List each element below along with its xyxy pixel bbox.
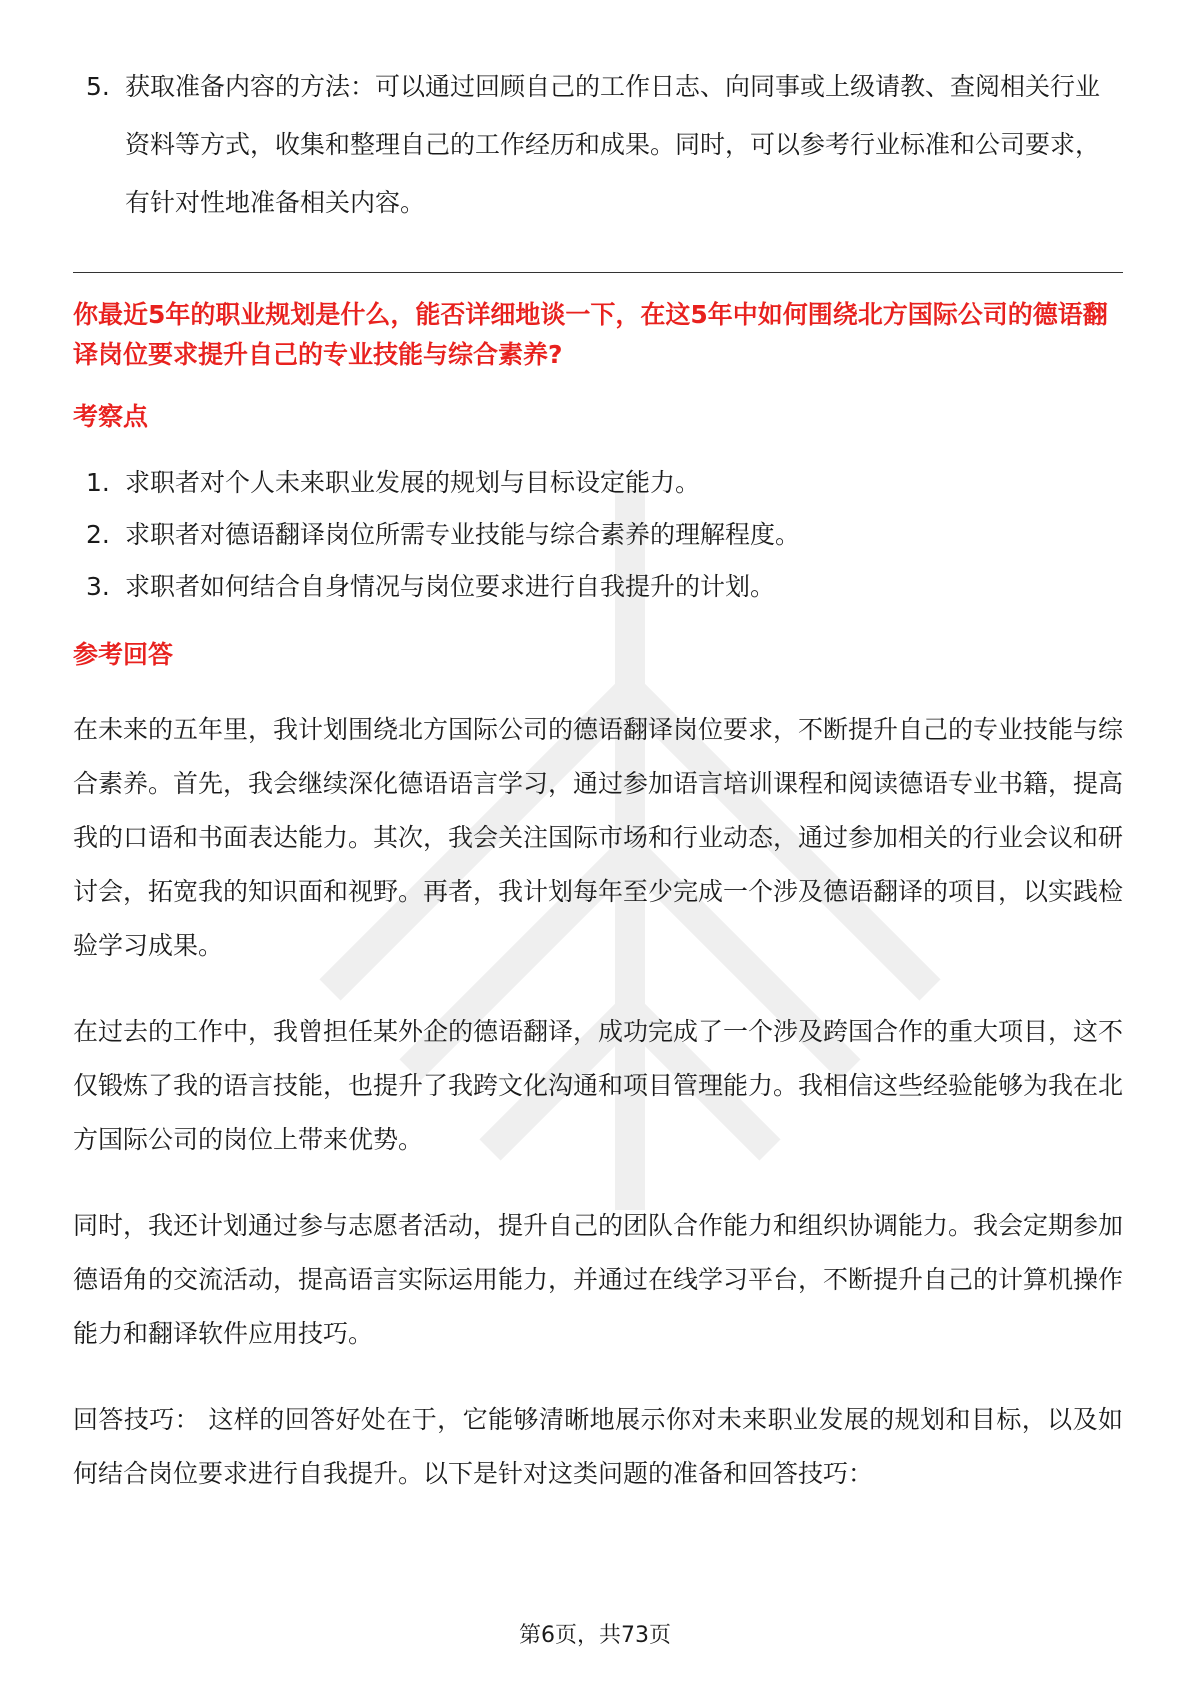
list-item xyxy=(73,457,1123,509)
list-text: 获取准备内容的方法：可以通过回顾自己的工作日志、向同事或上级请教、查阅相关行业资料等方式，收集和整理自己的工作经历和成果。同时，可以参考行业标准和公司要求，有针对性地准备相关内容。 xyxy=(125,72,1101,217)
list-number: 1. xyxy=(86,468,110,497)
tips-paragraph: 回答技巧： 这样的回答好处在于，它能够清晰地展示你对未来职业发展的规划和目标，以及如何结合岗位要求进行自我提升。以下是针对这类问题的准备和回答技巧： xyxy=(73,1405,1123,1488)
page-number-footer: 第6页，共73页 xyxy=(519,1623,671,1648)
answer-paragraph: 在未来的五年里，我计划围绕北方国际公司的德语翻译岗位要求，不断提升自己的专业技能与综合素养。首先，我会继续深化德语语言学习，通过参加语言培训课程和阅读德语专业书籍，提高我的口语和书面表达能力。其次，我会关注国际市场和行业动态，通过参加相关的行业会议和研讨会，拓宽我的知识面和视野。再者，我计划每年至少完成一个涉及德语翻译的项目，以实践检验学习成果。 xyxy=(73,715,1124,960)
list-item xyxy=(73,509,1123,561)
list-item xyxy=(73,561,1123,613)
criteria-list xyxy=(73,457,1123,613)
list-text: 求职者如何结合自身情况与岗位要求进行自我提升的计划。 xyxy=(125,572,776,601)
list-number: 3. xyxy=(86,572,110,601)
top-list xyxy=(73,58,1123,232)
list-number: 5. xyxy=(86,72,110,101)
question-heading: 你最近5年的职业规划是什么，能否详细地谈一下，在这5年中如何围绕北方国际公司的德语翻译岗位要求提升自己的专业技能与综合素养? xyxy=(73,300,1108,369)
criteria-title: 考察点 xyxy=(73,402,149,431)
list-number: 2. xyxy=(86,520,110,549)
answer-paragraph: 在过去的工作中，我曾担任某外企的德语翻译，成功完成了一个涉及跨国合作的重大项目，这不仅锻炼了我的语言技能，也提升了我跨文化沟通和项目管理能力。我相信这些经验能够为我在北方国际公司的岗位上带来优势。 xyxy=(73,1017,1124,1154)
list-text: 求职者对德语翻译岗位所需专业技能与综合素养的理解程度。 xyxy=(125,520,801,549)
page-content xyxy=(73,58,1123,1501)
list-text: 求职者对个人未来职业发展的规划与目标设定能力。 xyxy=(125,468,701,497)
answer-paragraph: 同时，我还计划通过参与志愿者活动，提升自己的团队合作能力和组织协调能力。我会定期参加德语角的交流活动，提高语言实际运用能力，并通过在线学习平台，不断提升自己的计算机操作能力和翻译软件应用技巧。 xyxy=(73,1211,1124,1348)
list-item xyxy=(73,58,1123,232)
section-divider xyxy=(73,272,1123,273)
answer-title: 参考回答 xyxy=(73,640,174,669)
